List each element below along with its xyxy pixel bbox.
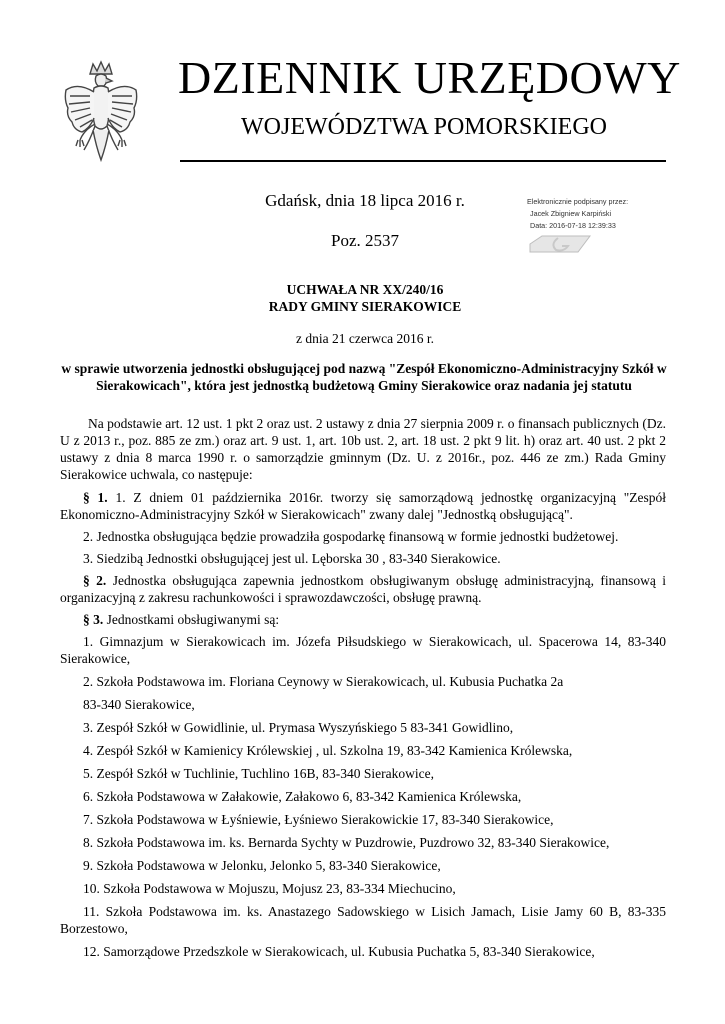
journal-subtitle: WOJEWÓDZTWA POMORSKIEGO — [241, 114, 607, 140]
list-item: 83-340 Sierakowice, — [83, 697, 195, 712]
list-item: 6. Szkoła Podstawowa w Załakowie, Załakowo 6, 83-342 Kamienica Królewska, — [83, 789, 522, 804]
section-1-text: 1. Z dniem 01 października 2016r. tworzy się samorządową jednostkę organizacyjną "Zespół Ekonomiczno-Administracyjny Szkół w Sierakowicach" zwany dalej "Jednostką obsługującą". — [60, 490, 667, 522]
list-item: 12. Samorządowe Przedszkole w Sierakowicach, ul. Kubusia Puchatka 5, 83-340 Sierakowice, — [83, 944, 595, 959]
preamble: Na podstawie art. 12 ust. 1 pkt 2 oraz ust. 2 ustawy z dnia 27 sierpnia 2009 r. o finansach publicznych (Dz. U z 2013 r., poz. 885 ze zm.) oraz art. 9 ust. 1, art. 10b ust. 2, art. 18 ust. 2 pkt 9 lit. h) oraz art. 40 ust. 2 pkt 2 ustawy z dnia 8 marca 1990 r. o samorządzie gminnym (Dz. U. z 2016r., poz. 446 ze zm.) Rada Gminy Sierakowice uchwala, co następuje: — [60, 416, 666, 482]
electronic-signature-block — [527, 196, 687, 232]
resolution-number: UCHWAŁA NR XX/240/16 — [286, 282, 444, 297]
list-item: 4. Zespół Szkół w Kamienicy Królewskiej , ul. Szkolna 19, 83-342 Kamienica Królewska, — [83, 743, 573, 758]
section-2-mark: § 2. — [83, 573, 107, 588]
section-1-paragraph-3: 3. Siedzibą Jednostki obsługującej jest ul. Lęborska 30 , 83-340 Sierakowice. — [83, 551, 501, 566]
document-body — [60, 415, 666, 966]
header-divider — [180, 160, 666, 162]
resolution-date: z dnia 21 czerwca 2016 r. — [296, 331, 434, 346]
signature-label: Elektronicznie podpisany przez: — [527, 197, 629, 206]
section-1-paragraph-2: 2. Jednostka obsługująca będzie prowadziła gospodarkę finansową w formie jednostki budżetowej. — [83, 529, 619, 544]
section-2-text: Jednostka obsługująca zapewnia jednostkom obsługiwanym obsługę administracyjną, finansową i organizacyjną z zakresu rachunkowości i sprawozdawczości, obsługę prawną. — [60, 573, 667, 605]
list-item: 11. Szkoła Podstawowa im. ks. Anastazego Sadowskiego w Lisich Jamach, Lisie Jamy 60 B, 83-335 Borzestowo, — [60, 904, 666, 936]
signature-stamp-icon — [528, 232, 598, 254]
polish-eagle-emblem-icon — [60, 60, 142, 168]
list-item: 7. Szkoła Podstawowa w Łyśniewie, Łyśniewo Sierakowickie 17, 83-340 Sierakowice, — [83, 812, 554, 827]
section-3 — [60, 611, 666, 628]
list-item: 9. Szkoła Podstawowa w Jelonku, Jelonko 5, 83-340 Sierakowice, — [83, 858, 441, 873]
position-number: Poz. 2537 — [331, 231, 399, 250]
resolution-council: RADY GMINY SIERAKOWICE — [268, 299, 462, 314]
section-2 — [60, 572, 666, 606]
list-item: 2. Szkoła Podstawowa im. Floriana Ceynowy w Sierakowicach, ul. Kubusia Puchatka 2a — [83, 674, 564, 689]
resolution-subject: w sprawie utworzenia jednostki obsługującej pod nazwą "Zespół Ekonomiczno-Administracyjny Szkół w Sierakowicach", która jest jednostką budżetową Gminy Sierakowice oraz nadania jej statutu — [61, 361, 667, 393]
list-item: 3. Zespół Szkół w Gowidlinie, ul. Prymasa Wyszyńskiego 5 83-341 Gowidlino, — [83, 720, 514, 735]
section-3-mark: § 3. — [83, 612, 104, 627]
signer-name: Jacek Zbigniew Karpiński — [530, 209, 612, 218]
publication-date: Gdańsk, dnia 18 lipca 2016 r. — [265, 191, 465, 210]
journal-title: DZIENNIK URZĘDOWY — [178, 52, 681, 103]
signature-date: Data: 2016-07-18 12:39:33 — [530, 221, 616, 230]
section-1-mark: § 1. — [83, 490, 108, 505]
resolution-heading — [120, 281, 610, 315]
list-item: 1. Gimnazjum w Sierakowicach im. Józefa Piłsudskiego w Sierakowicach, ul. Spacerowa 14, 83-340 Sierakowice, — [60, 634, 666, 666]
list-item: 10. Szkoła Podstawowa w Mojuszu, Mojusz 23, 83-334 Miechucino, — [83, 881, 456, 896]
section-3-text: Jednostkami obsługiwanymi są: — [103, 612, 280, 627]
section-1-paragraph-1 — [60, 489, 666, 523]
list-item: 5. Zespół Szkół w Tuchlinie, Tuchlino 16B, 83-340 Sierakowice, — [83, 766, 434, 781]
list-item: 8. Szkoła Podstawowa im. ks. Bernarda Sychty w Puzdrowie, Puzdrowo 32, 83-340 Sierakowice, — [83, 835, 610, 850]
